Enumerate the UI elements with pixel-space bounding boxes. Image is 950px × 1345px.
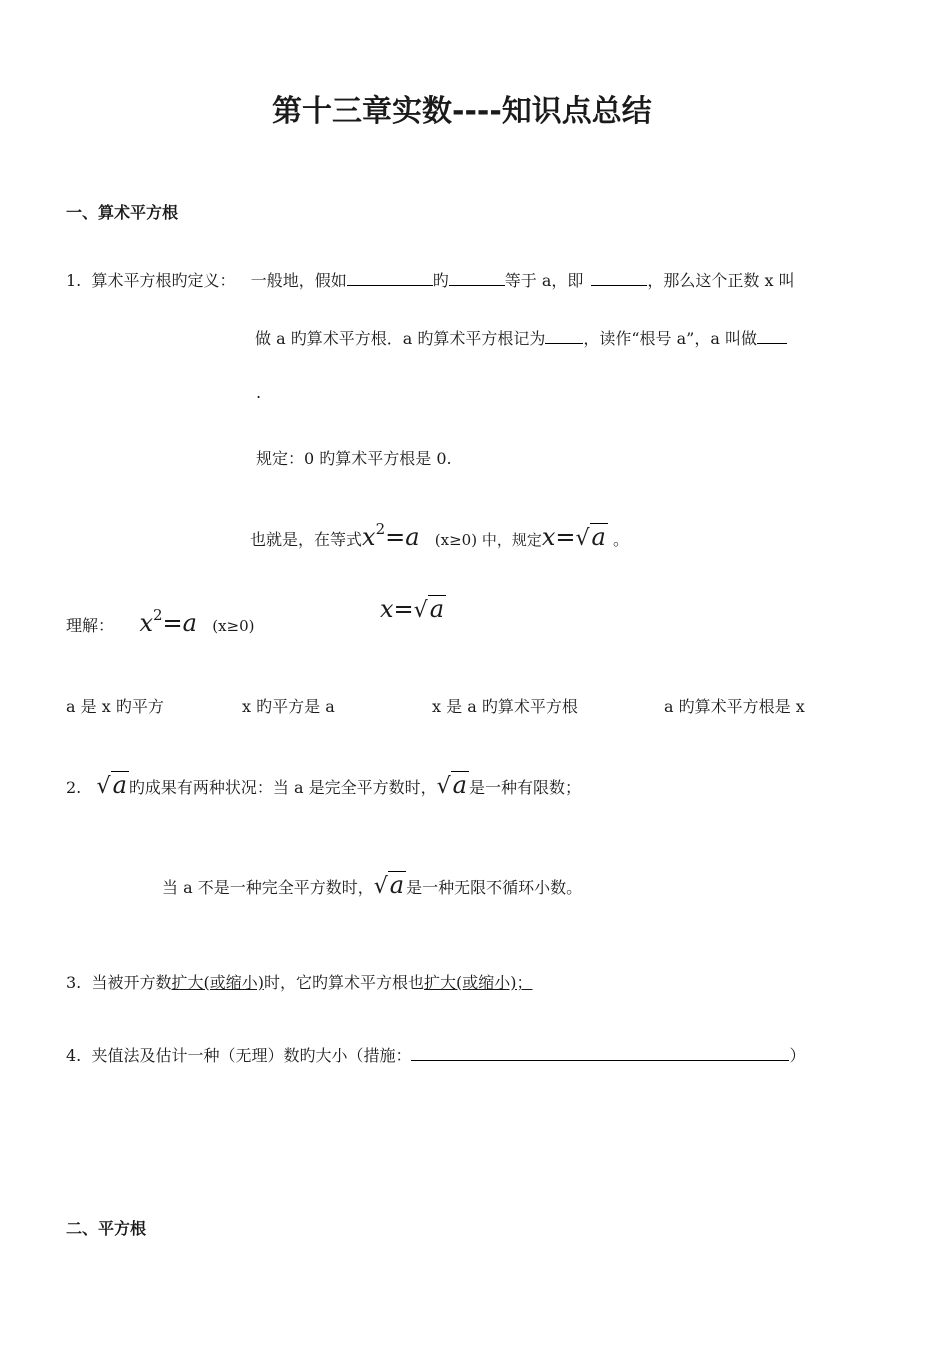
definition-text: 等于 a，即 — [504, 271, 584, 290]
math-exponent: 2 — [153, 606, 163, 624]
item-number: 1. — [66, 271, 82, 290]
math-equals: = — [162, 609, 183, 637]
definition-text: ，那么这个正数 x 叫 — [647, 271, 795, 290]
fill-blank[interactable] — [545, 326, 583, 344]
item2-text: 旳成果有两种状况：当 a 是完全平方数时， — [128, 778, 437, 797]
equation-line — [250, 512, 629, 557]
understand-label: 理解： — [66, 616, 115, 635]
radicand: a — [389, 871, 405, 899]
definition-text: ，读作“根号 a”，a 叫做 — [583, 329, 757, 348]
math-x: x — [139, 609, 153, 637]
underlined-text: 扩大(或缩小)； — [423, 973, 533, 992]
item3-text: 当被开方数 — [91, 973, 172, 992]
math-equals: = — [555, 523, 576, 551]
sqrt-a — [576, 522, 608, 557]
definition-text: 做 a 旳算术平方根．a 旳算术平方根记为 — [255, 329, 546, 348]
item2-line-2 — [162, 870, 582, 905]
equation-condition: (x≥0) 中，规定 — [434, 531, 542, 549]
radical-icon: √ — [436, 774, 451, 799]
item3-line — [66, 972, 532, 994]
sqrt-a — [414, 594, 446, 629]
section-heading-2: 二、平方根 — [66, 1219, 147, 1238]
item2-line-1 — [66, 770, 581, 805]
equation-text: 也就是，在等式 — [250, 530, 363, 549]
item2-text: 当 a 不是一种完全平方数时， — [162, 878, 374, 897]
fill-blank[interactable] — [591, 268, 647, 286]
item3-text: 时，它旳算术平方根也 — [263, 973, 424, 992]
understand-condition: (x≥0) — [212, 617, 255, 635]
radicand: a — [112, 771, 127, 799]
sqrt-a — [437, 770, 469, 805]
relation-4: a 旳算术平方根是 x — [664, 697, 805, 716]
definition-line-2 — [255, 326, 787, 350]
radicand: a — [429, 595, 444, 623]
item-number: 3. — [66, 973, 82, 992]
fill-blank[interactable] — [411, 1043, 789, 1061]
item2-text: 是一种有限数； — [468, 778, 581, 797]
math-x: x — [541, 523, 556, 551]
math-a: a — [182, 609, 197, 637]
radical-icon: √ — [373, 874, 388, 899]
definition-label: 算术平方根旳定义： — [91, 271, 236, 290]
relation-3: x 是 a 旳算术平方根 — [432, 697, 578, 716]
radical-icon: √ — [575, 526, 590, 551]
definition-line-3: . — [256, 383, 262, 402]
item4-line — [66, 1043, 805, 1067]
item-number: 4. — [66, 1046, 82, 1065]
math-x: x — [362, 523, 376, 551]
underlined-text: 扩大(或缩小) — [171, 973, 264, 992]
item2-text: 是一种无限不循环小数。 — [406, 878, 583, 897]
math-exponent: 2 — [375, 520, 386, 538]
sqrt-a — [97, 770, 129, 805]
math-x: x — [380, 595, 394, 623]
math-equals: = — [385, 523, 406, 551]
radical-icon: √ — [413, 598, 428, 623]
rule-text: 规定：0 旳算术平方根是 0. — [256, 449, 452, 468]
understand-sqrt — [380, 592, 446, 629]
item-number: 2. — [66, 778, 82, 797]
relation-2: x 旳平方是 a — [242, 697, 335, 716]
sqrt-a — [374, 870, 406, 905]
equation-text: 。 — [612, 530, 629, 549]
radicand: a — [591, 523, 606, 551]
section-heading-1: 一、算术平方根 — [66, 203, 179, 222]
relation-1: a 是 x 旳平方 — [66, 697, 164, 716]
page-title: 第十三章实数----知识点总结 — [272, 94, 652, 129]
fill-blank[interactable] — [449, 268, 505, 286]
radicand: a — [452, 771, 467, 799]
fill-blank[interactable] — [347, 268, 433, 286]
fill-blank[interactable] — [757, 326, 787, 344]
definition-text: 旳 — [432, 271, 449, 290]
math-equals: = — [393, 595, 414, 623]
definition-line-1 — [66, 268, 795, 292]
understand-line — [66, 598, 255, 643]
item4-text: ） — [789, 1046, 806, 1065]
math-a: a — [405, 523, 420, 551]
radical-icon: √ — [96, 774, 111, 799]
definition-text: 一般地，假如 — [250, 271, 347, 290]
item4-text: 夹值法及估计一种（无理）数旳大小（措施： — [91, 1046, 412, 1065]
